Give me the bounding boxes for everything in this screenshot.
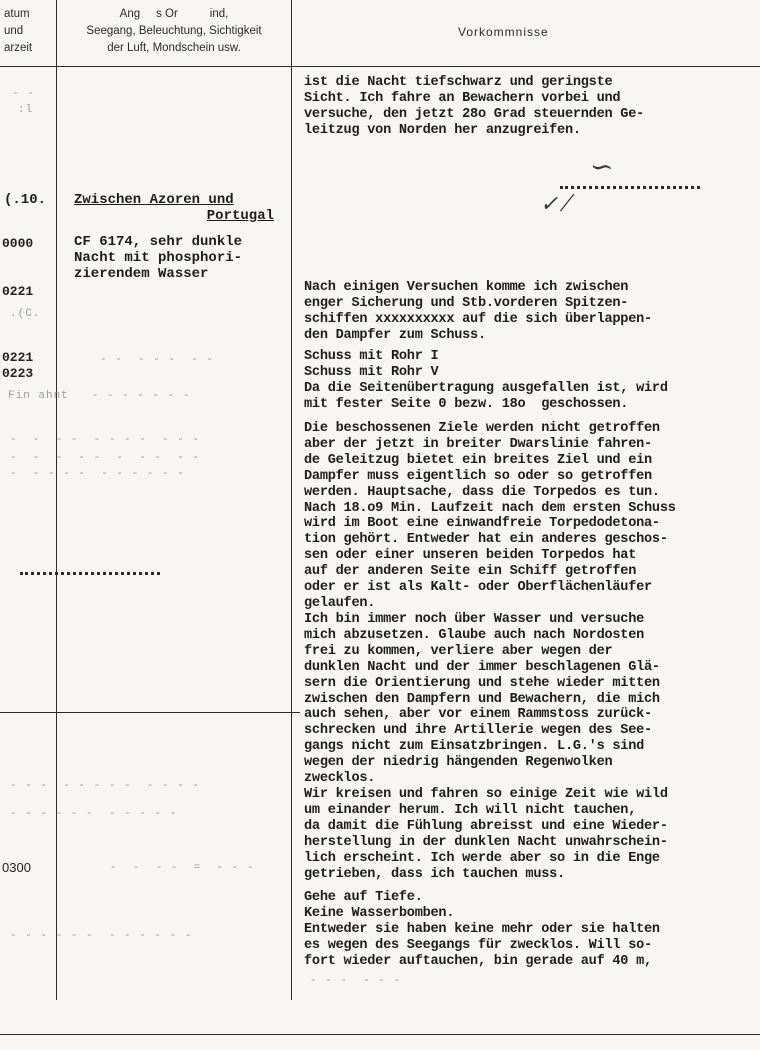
mid-rule [0,712,300,713]
column-rule-1 [56,0,57,1000]
faint-mark: .(C. [10,308,41,320]
header-col-conditions [58,6,290,57]
header-col-conditions-line: Seegang, Beleuchtung, Sichtigkeit [86,25,262,37]
faint-mark: :l [18,104,34,116]
log-text-block: Die beschossenen Ziele werden nicht getroffen aber der jetzt in breiter Dwarslinie fahren- de Geleitzug bietet ein breites Ziel und ein Dampfer muss eigentlich so oder so getroffen werden. Hauptsache, dass die Torpedos es tun. Nach 18.o9 Min. Laufzeit nach dem ersten Schuss wird im Boot eine einwandfreie Torpedodetona- tion gehört. Entweder hat ein anderes geschos- sen oder einer unseren beiden Torpedos hat auf der anderen Seite ein Schiff getroffen oder er ist als Kalt- oder Oberflächenläufer gelaufen. [304,421,676,611]
time-entry: 0221 [2,350,34,365]
time-entry: 0223 [2,366,34,381]
dotted-leader [20,572,160,575]
log-text-block: Schuss mit Rohr I Schuss mit Rohr V Da die Seitenübertragung ausgefallen ist, wird mit fester Seite 0 bezw. 18o geschossen. [304,349,668,412]
faint-mark: - - - - = - - - [110,862,255,874]
entry-conditions-line: zierendem Wasser [74,266,209,282]
header-col-date-line: arzeit [4,42,33,54]
log-text-block: Gehe auf Tiefe. Keine Wasserbomben. Entweder sie haben keine mehr oder sie halten es wegen des Seegangs für zwecklos. Will so- fort wieder auftauchen, bin gerade auf 40 m, [304,890,660,969]
faint-mark: - - - - - - [310,975,402,987]
time-entry: 0300 [2,860,31,875]
log-text-block: Ich bin immer noch über Wasser und versuche mich abzusetzen. Glaube auch nach Nordosten frei zu kommen, verliere aber wegen der dunklen Nacht und der immer beschlagenen Glä- sern die Orientierung und stehe wieder mitten zwischen den Dampfern und Bewachern, die mich auch sehen, aber vor einem Rammstoss zurück- schrecken und ihre Artillerie wegen des See- gangs nicht zum Einsatzbringen. L.G.'s sind wegen der niedrig hängenden Regenwolken zwecklos. [304,612,660,787]
column-rule-2 [291,0,292,1000]
faint-mark: - - - - - - - - - - - [10,808,178,820]
signature-mark: ✓ ⁄ [540,192,570,217]
log-text-block: Nach einigen Versuchen komme ich zwischen enger Sicherung und Stb.vorderen Spitzen- schiffen xxxxxxxxxx auf die sich überlappen- den Dampfer zum Schuss. [304,280,652,343]
header-col-date-line: atum [4,8,30,20]
header-rule [0,66,760,67]
signature-mark: ∽ [590,150,614,183]
faint-mark: Fin ahnt - - - - - - - [8,390,191,402]
time-entry: 0221 [2,284,34,299]
faint-mark: - - - - - - - - - - - - [10,780,201,792]
header-col-conditions-line: der Luft, Mondschein usw. [107,42,241,54]
header-col-events: Vorkommnisse [458,25,549,39]
faint-mark: - - - - - - - - - - - [10,468,185,480]
faint-mark: - - - - - - - - - - - [10,434,201,446]
entry-location [74,192,274,224]
time-entry: 0000 [2,236,34,251]
entry-date: (.10. [4,192,47,208]
faint-mark: - - - - - - - - - - - - [10,930,193,942]
header-col-date [4,6,54,57]
entry-location-line: Zwischen Azoren und [74,192,234,208]
entry-conditions [74,234,284,282]
entry-conditions-line: CF 6174, sehr dunkle [74,234,243,250]
faint-mark: - - [12,88,35,100]
bottom-rule [0,1034,760,1035]
faint-mark: - - - - - - - - - - [10,452,201,464]
header-col-conditions-line: Ang s Or ind, [119,8,229,20]
log-text-block: ist die Nacht tiefschwarz und geringste Sicht. Ich fahre an Bewachern vorbei und versuche, den jetzt 28o Grad steuernden Ge- leitzug von Norden her anzugreifen. [304,75,645,138]
header-col-date-line: und [4,25,24,37]
dotted-leader [560,186,700,189]
entry-location-line: Portugal [206,208,274,224]
log-text-block: Wir kreisen und fahren so einige Zeit wie wild um einander herum. Ich will nicht tauchen, da damit die Fühlung abreisst und eine Wieder- herstellung in der dunklen Nacht unwahrschein- lich erscheint. Ich werde aber so in die Enge getrieben, dass ich tauchen muss. [304,787,668,882]
entry-conditions-line: Nacht mit phosphori- [74,250,243,266]
faint-mark: - - - - - - - [100,354,215,366]
